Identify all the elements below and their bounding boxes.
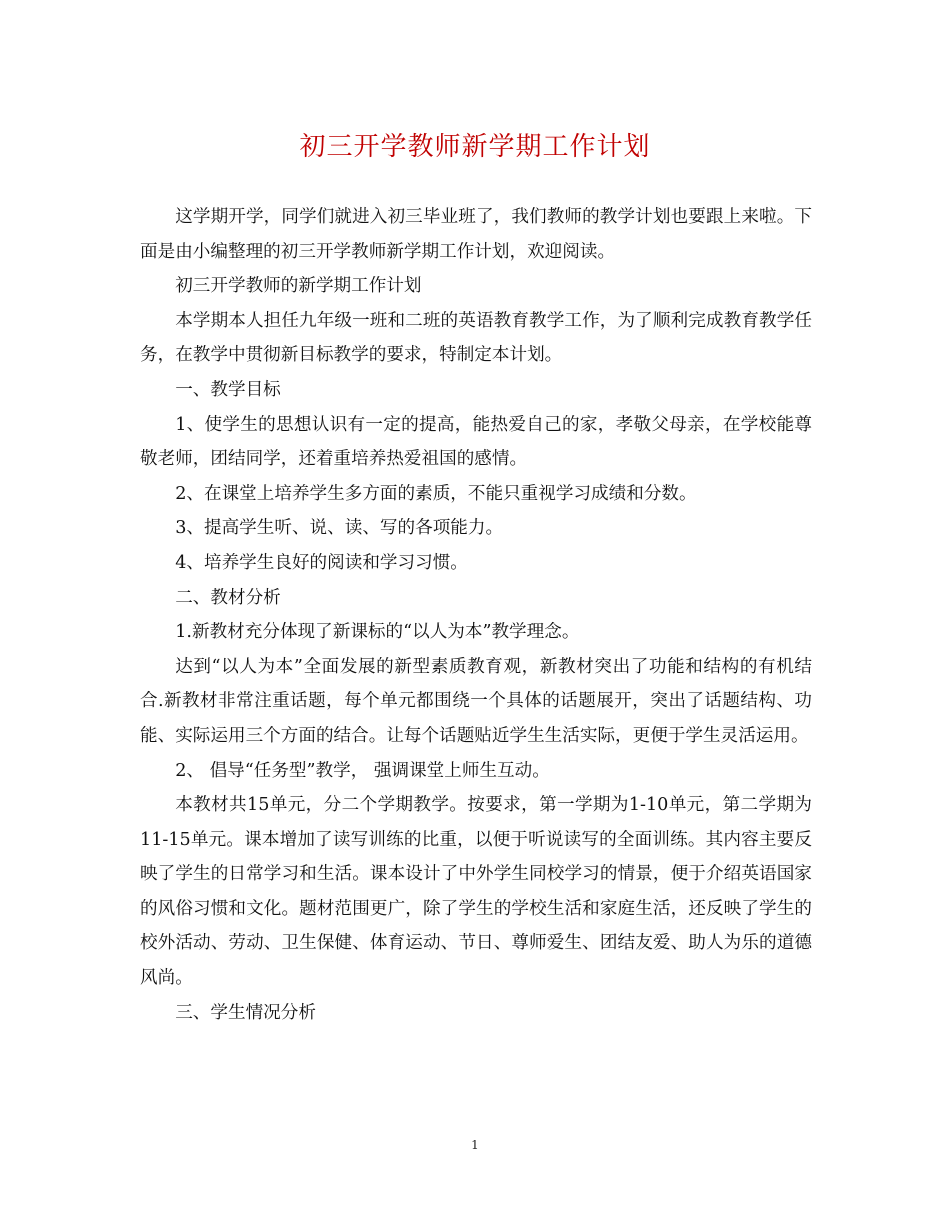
section-heading-textbook-analysis: 二、教材分析 xyxy=(175,587,281,608)
list-item-goal-1: 1、使学生的思想认识有一定的提高，能热爱自己的家，孝敬父母亲，在学校能尊敬老师，团结同学，还着重培养热爱祖国的感情。 xyxy=(140,414,812,470)
list-item-goal-2: 2、在课堂上培养学生多方面的素质，不能只重视学习成绩和分数。 xyxy=(175,483,697,504)
section-heading-teaching-goals: 一、教学目标 xyxy=(175,379,281,400)
document-body xyxy=(140,200,812,1030)
paragraph-intro: 这学期开学，同学们就进入初三毕业班了，我们教师的教学计划也要跟上来啦。下面是由小编整理的初三开学教师新学期工作计划，欢迎阅读。 xyxy=(140,207,812,262)
paragraph-overview: 本学期本人担任九年级一班和二班的英语教育教学工作，为了顺利完成教育教学任务，在教学中贯彻新目标教学的要求，特制定本计划。 xyxy=(140,310,812,366)
page-number: 1 xyxy=(471,1138,479,1152)
page-title: 初三开学教师新学期工作计划 xyxy=(299,132,651,162)
list-item-goal-4: 4、培养学生良好的阅读和学习习惯。 xyxy=(175,552,468,573)
list-item-analysis-2: 2、 倡导“任务型”教学， 强调课堂上师生互动。 xyxy=(175,760,550,781)
paragraph-subtitle: 初三开学教师的新学期工作计划 xyxy=(175,276,422,297)
paragraph-analysis-detail: 达到“以人为本”全面发展的新型素质教育观，新教材突出了功能和结构的有机结合.新教材非常注重话题，每个单元都围绕一个具体的话题展开，突出了话题结构、功能、实际运用三个方面的结合。让每个话题贴近学生生活实际，更便于学生灵活运用。 xyxy=(140,656,812,746)
list-item-analysis-1: 1.新教材充分体现了新课标的“以人为本”教学理念。 xyxy=(175,622,580,643)
paragraph-textbook-content: 本教材共15单元，分二个学期教学。按要求，第一学期为1-10单元，第二学期为11-15单元。课本增加了读写训练的比重，以便于听说读写的全面训练。其内容主要反映了学生的日常学习和生活。课本设计了中外学生同校学习的情景，便于介绍英语国家的风俗习惯和文化。题材范围更广，除了学生的学校生活和家庭生活，还反映了学生的校外活动、劳动、卫生保健、体育运动、节日、尊师爱生、团结友爱、助人为乐的道德风尚。 xyxy=(140,795,812,989)
list-item-goal-3: 3、提高学生听、说、读、写的各项能力。 xyxy=(175,518,504,539)
section-heading-student-analysis: 三、学生情况分析 xyxy=(175,1002,316,1023)
